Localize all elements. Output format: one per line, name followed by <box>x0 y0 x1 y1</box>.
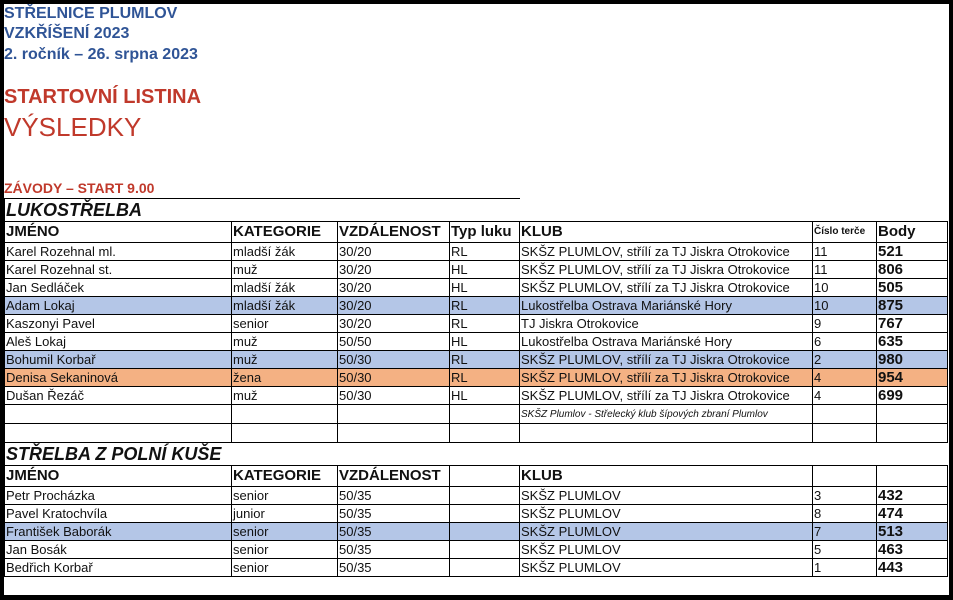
cell-bow-type: HL <box>450 261 520 279</box>
column-header-target-number <box>813 466 877 487</box>
result-row <box>5 243 948 261</box>
cell-target-number: 7 <box>813 523 877 541</box>
cell-bow-type: HL <box>450 279 520 297</box>
cell-bow-type: RL <box>450 369 520 387</box>
cell-points: 806 <box>877 261 948 279</box>
cell-category: senior <box>232 315 338 333</box>
cell-distance: 50/35 <box>338 505 450 523</box>
empty-cell <box>5 424 232 443</box>
results-title: VÝSLEDKY <box>4 112 142 142</box>
result-row <box>5 351 948 369</box>
cell-category: muž <box>232 333 338 351</box>
column-header-category: KATEGORIE <box>232 466 338 487</box>
cell-points: 474 <box>877 505 948 523</box>
cell-name: Bedřich Korbař <box>5 559 232 577</box>
result-row <box>5 559 948 577</box>
cell-target-number: 4 <box>813 369 877 387</box>
cell-points: 767 <box>877 315 948 333</box>
cell-target-number: 5 <box>813 541 877 559</box>
cell-club: TJ Jiskra Otrokovice <box>520 315 813 333</box>
empty-cell <box>877 405 948 424</box>
cell-distance: 30/20 <box>338 315 450 333</box>
column-header-row <box>5 466 948 487</box>
empty-cell <box>450 424 520 443</box>
empty-cell <box>450 405 520 424</box>
empty-cell <box>232 405 338 424</box>
cell-name: Denisa Sekaninová <box>5 369 232 387</box>
cell-distance: 50/35 <box>338 559 450 577</box>
cell-club: SKŠZ PLUMLOV, střílí za TJ Jiskra Otrokovice <box>520 261 813 279</box>
start-time: ZÁVODY – START 9.00 <box>4 180 155 196</box>
cell-target-number: 11 <box>813 243 877 261</box>
cell-bow-type <box>450 523 520 541</box>
column-header-name: JMÉNO <box>5 466 232 487</box>
results-table <box>4 198 948 577</box>
cell-category: junior <box>232 505 338 523</box>
result-row <box>5 297 948 315</box>
cell-points: 635 <box>877 333 948 351</box>
club-footnote: SKŠZ Plumlov - Střelecký klub šípových zbraní Plumlov <box>520 405 813 424</box>
cell-points: 954 <box>877 369 948 387</box>
cell-target-number: 11 <box>813 261 877 279</box>
cell-club: SKŠZ PLUMLOV, střílí za TJ Jiskra Otrokovice <box>520 279 813 297</box>
cell-name: Pavel Kratochvíla <box>5 505 232 523</box>
cell-points: 513 <box>877 523 948 541</box>
cell-distance: 30/20 <box>338 243 450 261</box>
empty-cell <box>5 405 232 424</box>
column-header-row <box>5 222 948 243</box>
cell-category: mladší žák <box>232 297 338 315</box>
cell-bow-type: RL <box>450 243 520 261</box>
cell-distance: 30/20 <box>338 279 450 297</box>
cell-distance: 50/35 <box>338 523 450 541</box>
cell-bow-type: RL <box>450 297 520 315</box>
cell-bow-type: RL <box>450 351 520 369</box>
results-page <box>4 4 949 595</box>
cell-club: SKŠZ PLUMLOV, střílí za TJ Jiskra Otrokovice <box>520 243 813 261</box>
cell-name: Dušan Řezáč <box>5 387 232 405</box>
cell-club: SKŠZ PLUMLOV, střílí za TJ Jiskra Otrokovice <box>520 387 813 405</box>
section-title-row <box>5 199 948 222</box>
cell-target-number: 4 <box>813 387 877 405</box>
cell-target-number: 1 <box>813 559 877 577</box>
cell-category: mladší žák <box>232 243 338 261</box>
cell-category: muž <box>232 351 338 369</box>
cell-bow-type: RL <box>450 315 520 333</box>
cell-distance: 50/30 <box>338 351 450 369</box>
cell-category: senior <box>232 541 338 559</box>
cell-club: Lukostřelba Ostrava Mariánské Hory <box>520 297 813 315</box>
section-title-blank <box>520 443 948 466</box>
cell-club: Lukostřelba Ostrava Mariánské Hory <box>520 333 813 351</box>
start-list-title: STARTOVNÍ LISTINA <box>4 86 202 108</box>
cell-target-number: 10 <box>813 279 877 297</box>
result-row <box>5 523 948 541</box>
column-header-distance: VZDÁLENOST <box>338 222 450 243</box>
cell-bow-type <box>450 505 520 523</box>
cell-name: František Baborák <box>5 523 232 541</box>
event-date: 2. ročník – 26. srpna 2023 <box>4 46 198 63</box>
cell-points: 521 <box>877 243 948 261</box>
column-header-club: KLUB <box>520 222 813 243</box>
cell-points: 443 <box>877 559 948 577</box>
cell-bow-type <box>450 541 520 559</box>
cell-distance: 50/30 <box>338 369 450 387</box>
cell-category: mladší žák <box>232 279 338 297</box>
cell-club: SKŠZ PLUMLOV <box>520 523 813 541</box>
section-title-blank <box>520 199 948 222</box>
cell-name: Karel Rozehnal ml. <box>5 243 232 261</box>
cell-club: SKŠZ PLUMLOV, střílí za TJ Jiskra Otrokovice <box>520 369 813 387</box>
cell-name: Petr Procházka <box>5 487 232 505</box>
cell-club: SKŠZ PLUMLOV <box>520 487 813 505</box>
cell-bow-type: HL <box>450 333 520 351</box>
column-header-distance: VZDÁLENOST <box>338 466 450 487</box>
result-row <box>5 387 948 405</box>
result-row <box>5 541 948 559</box>
result-row <box>5 333 948 351</box>
cell-club: SKŠZ PLUMLOV <box>520 559 813 577</box>
empty-cell <box>813 405 877 424</box>
cell-bow-type: HL <box>450 387 520 405</box>
footnote-row <box>5 405 948 424</box>
spacer-row <box>5 424 948 443</box>
cell-distance: 50/50 <box>338 333 450 351</box>
column-header-club: KLUB <box>520 466 813 487</box>
cell-target-number: 8 <box>813 505 877 523</box>
cell-category: muž <box>232 387 338 405</box>
empty-cell <box>520 424 813 443</box>
column-header-bow-type <box>450 466 520 487</box>
column-header-points <box>877 466 948 487</box>
cell-points: 463 <box>877 541 948 559</box>
cell-points: 432 <box>877 487 948 505</box>
cell-distance: 30/20 <box>338 297 450 315</box>
cell-club: SKŠZ PLUMLOV, střílí za TJ Jiskra Otrokovice <box>520 351 813 369</box>
cell-points: 699 <box>877 387 948 405</box>
cell-distance: 50/35 <box>338 487 450 505</box>
result-row <box>5 279 948 297</box>
cell-points: 505 <box>877 279 948 297</box>
empty-cell <box>877 424 948 443</box>
empty-cell <box>232 424 338 443</box>
cell-target-number: 6 <box>813 333 877 351</box>
cell-points: 980 <box>877 351 948 369</box>
cell-bow-type <box>450 487 520 505</box>
result-row <box>5 261 948 279</box>
cell-club: SKŠZ PLUMLOV <box>520 541 813 559</box>
cell-target-number: 3 <box>813 487 877 505</box>
cell-category: muž <box>232 261 338 279</box>
event-title: VZKŘÍŠENÍ 2023 <box>4 25 130 42</box>
result-row <box>5 505 948 523</box>
cell-name: Kaszonyi Pavel <box>5 315 232 333</box>
cell-name: Jan Sedláček <box>5 279 232 297</box>
cell-category: senior <box>232 559 338 577</box>
cell-club: SKŠZ PLUMLOV <box>520 505 813 523</box>
result-row <box>5 487 948 505</box>
empty-cell <box>813 424 877 443</box>
section-title-row <box>5 443 948 466</box>
cell-target-number: 9 <box>813 315 877 333</box>
section-title: STŘELBA Z POLNÍ KUŠE <box>5 443 520 466</box>
column-header-category: KATEGORIE <box>232 222 338 243</box>
cell-category: senior <box>232 523 338 541</box>
column-header-target-number: Číslo terče <box>813 222 877 243</box>
column-header-points: Body <box>877 222 948 243</box>
cell-name: Bohumil Korbař <box>5 351 232 369</box>
cell-name: Adam Lokaj <box>5 297 232 315</box>
cell-target-number: 10 <box>813 297 877 315</box>
column-header-name: JMÉNO <box>5 222 232 243</box>
cell-distance: 30/20 <box>338 261 450 279</box>
cell-category: žena <box>232 369 338 387</box>
cell-name: Jan Bosák <box>5 541 232 559</box>
cell-target-number: 2 <box>813 351 877 369</box>
result-row <box>5 315 948 333</box>
cell-name: Karel Rozehnal st. <box>5 261 232 279</box>
cell-bow-type <box>450 559 520 577</box>
section-title: LUKOSTŘELBA <box>5 199 520 222</box>
cell-distance: 50/35 <box>338 541 450 559</box>
cell-distance: 50/30 <box>338 387 450 405</box>
result-row <box>5 369 948 387</box>
empty-cell <box>338 405 450 424</box>
cell-name: Aleš Lokaj <box>5 333 232 351</box>
column-header-bow-type: Typ luku <box>450 222 520 243</box>
empty-cell <box>338 424 450 443</box>
venue-title: STŘELNICE PLUMLOV <box>4 5 178 22</box>
cell-points: 875 <box>877 297 948 315</box>
cell-category: senior <box>232 487 338 505</box>
